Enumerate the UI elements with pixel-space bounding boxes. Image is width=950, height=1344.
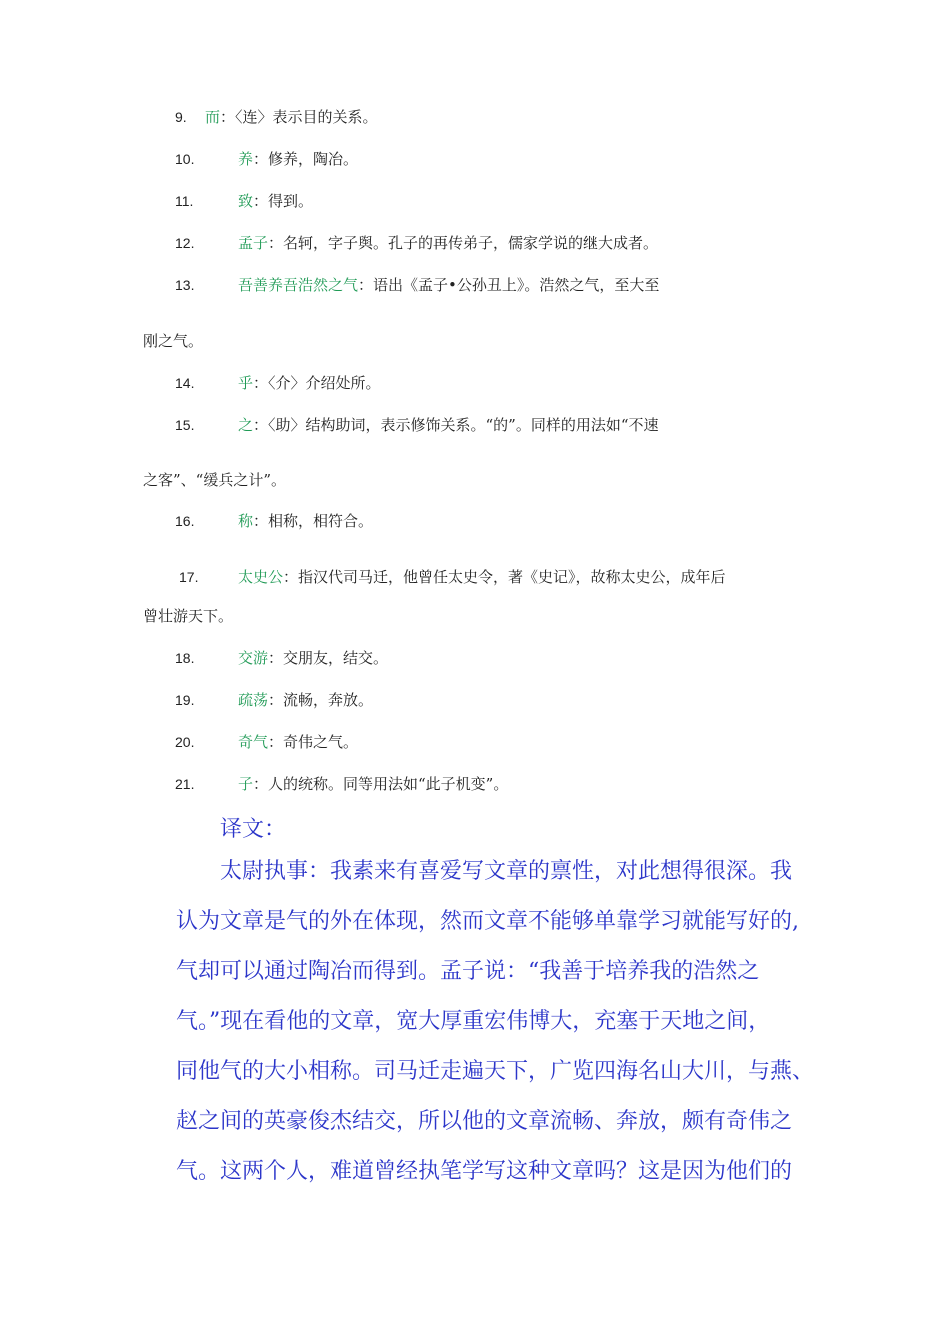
note-gloss: ：交朋友，结交。: [268, 649, 389, 667]
translation-line: 气却可以通过陶冶而得到。孟子说：“我善于培养我的浩然之: [176, 959, 760, 984]
note-term: 养: [238, 150, 254, 168]
note-number: 14.: [175, 375, 195, 391]
note-gloss: ：相称，相符合。: [253, 512, 374, 530]
translation-line: 赵之间的英豪俊杰结交，所以他的文章流畅、奔放，颇有奇伟之: [176, 1109, 793, 1134]
note-gloss: ：〈介〉介绍处所。: [253, 374, 381, 392]
note-number: 13.: [175, 277, 195, 293]
note-gloss: ：流畅，奔放。: [268, 691, 374, 709]
note-gloss: ：〈助〉结构助词，表示修饰关系。“的”。同样的用法如“不速: [253, 416, 659, 434]
note-continuation: 之客”、“缓兵之计”。: [143, 471, 287, 489]
note-term: 疏荡: [238, 691, 269, 709]
note-term: 太史公: [238, 568, 284, 586]
note-item: [238, 567, 726, 587]
note-number: 12.: [175, 235, 195, 251]
note-gloss: ：名轲，字子舆。孔子的再传弟子，儒家学说的继大成者。: [268, 234, 659, 252]
note-gloss: ：奇伟之气。: [268, 733, 359, 751]
note-number: 16.: [175, 513, 195, 529]
note-number: 15.: [175, 417, 195, 433]
note-number: 9.: [175, 109, 187, 125]
note-term: 交游: [238, 649, 269, 667]
translation-line: 气。”现在看他的文章，宽大厚重宏伟博大，充塞于天地之间，: [176, 1009, 771, 1034]
note-term: 之: [238, 416, 254, 434]
note-number: 21.: [175, 776, 195, 792]
note-item: [238, 233, 658, 253]
note-number: 18.: [175, 650, 195, 666]
translation-line: 同他气的大小相称。司马迁走遍天下，广览四海名山大川，与燕、: [176, 1059, 815, 1084]
note-item: [238, 511, 373, 531]
note-term: 称: [238, 512, 254, 530]
note-number: 20.: [175, 734, 195, 750]
note-term: 子: [238, 775, 254, 793]
note-number: 19.: [175, 692, 195, 708]
note-number: 10.: [175, 151, 195, 167]
note-item: [238, 690, 373, 710]
note-item: [238, 149, 358, 169]
note-term: 孟子: [238, 234, 269, 252]
note-continuation: 曾壮游天下。: [143, 607, 234, 625]
note-gloss: ：指汉代司马迁，他曾任太史令，著《史记》，故称太史公，成年后: [283, 568, 726, 586]
note-item: [238, 275, 659, 295]
note-gloss: ：语出《孟子•公孙丑上》。浩然之气，至大至: [358, 276, 660, 294]
note-item: [205, 107, 378, 127]
note-item: [238, 191, 313, 211]
note-item: [238, 774, 508, 794]
translation-heading: 译文：: [220, 817, 287, 842]
note-gloss: ：得到。: [253, 192, 314, 210]
note-item: [238, 373, 381, 393]
note-term: 奇气: [238, 733, 269, 751]
note-item: [238, 648, 388, 668]
note-gloss: ：修养，陶冶。: [253, 150, 359, 168]
note-term: 致: [238, 192, 254, 210]
note-term: 吾善养吾浩然之气: [238, 276, 359, 294]
note-gloss: ：〈连〉表示目的关系。: [220, 108, 378, 126]
note-item: [238, 732, 358, 752]
note-term: 乎: [238, 374, 254, 392]
translation-line: 认为文章是气的外在体现，然而文章不能够单靠学习就能写好的,: [176, 909, 799, 934]
translation-line: 太尉执事：我素来有喜爱写文章的禀性，对此想得很深。我: [220, 859, 793, 884]
note-continuation: 刚之气。: [143, 332, 204, 350]
note-item: [238, 415, 659, 435]
note-term: 而: [205, 108, 221, 126]
note-number: 11.: [175, 193, 194, 209]
translation-line: 气。这两个人，难道曾经执笔学写这种文章吗？这是因为他们的: [176, 1159, 793, 1184]
note-number: 17.: [179, 569, 199, 585]
note-gloss: ：人的统称。同等用法如“此子机变”。: [253, 775, 509, 793]
